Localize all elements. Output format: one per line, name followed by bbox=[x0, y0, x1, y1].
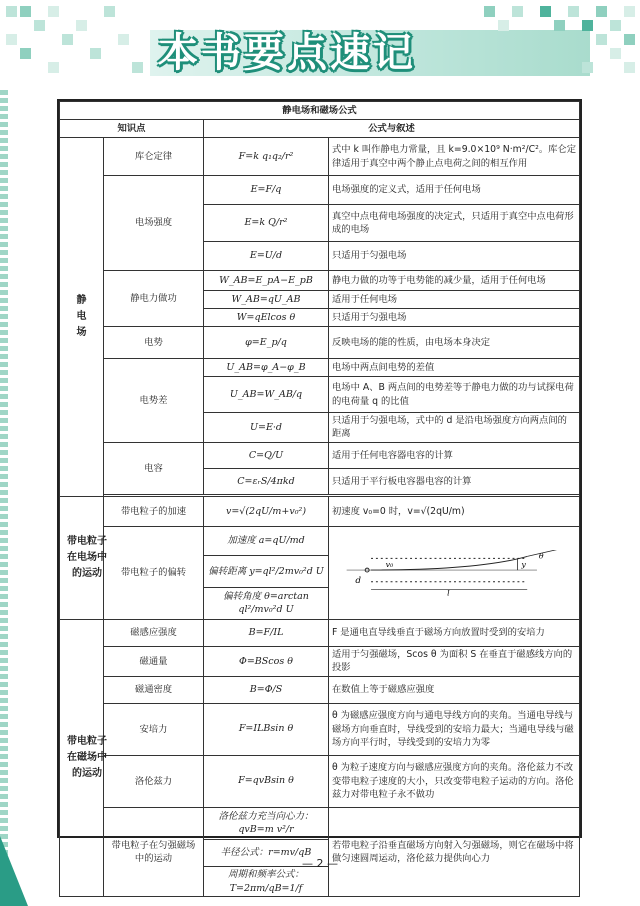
formula-field-point: E=k Q/r² bbox=[204, 205, 329, 242]
formula-period: 周期和频率公式：T=2πm/qB=1/f bbox=[204, 866, 329, 897]
formula-flux: Φ=BScos θ bbox=[204, 646, 329, 676]
table-caption: 静电场和磁场公式 bbox=[60, 102, 580, 120]
formula-work-2: W_AB=qU_AB bbox=[204, 291, 329, 309]
topic-potential-diff: 电势差 bbox=[104, 359, 204, 443]
desc-pd-1: 电场中两点间电势的差值 bbox=[329, 359, 580, 377]
topic-flux-density: 磁通密度 bbox=[104, 676, 204, 703]
topic-work: 静电力做功 bbox=[104, 271, 204, 327]
desc-field-def: 电场强度的定义式，适用于任何电场 bbox=[329, 176, 580, 205]
formula-pd-2: U_AB=W_AB/q bbox=[204, 377, 329, 413]
desc-field-point: 真空中点电荷电场强度的决定式，只适用于真空中点电荷形成的电场 bbox=[329, 205, 580, 242]
desc-work-2: 适用于任何电场 bbox=[329, 291, 580, 309]
desc-cap-1: 适用于任何电容器电容的计算 bbox=[329, 442, 580, 468]
formula-defl-theta: 偏转角度 θ=arctan ql²/mv₀²d U bbox=[204, 587, 329, 619]
section-particle-electric: 带电粒子在电场中的运动 bbox=[60, 496, 104, 619]
page-number: — 2 — bbox=[302, 857, 338, 870]
desc-cap-2: 只适用于平行板电容器电容的计算 bbox=[329, 468, 580, 494]
deflection-diagram bbox=[332, 550, 576, 596]
topic-circular-motion: 带电粒子在匀强磁场中的运动 bbox=[104, 807, 204, 897]
formula-b-field: B=F/IL bbox=[204, 619, 329, 646]
formula-cap-1: C=Q/U bbox=[204, 442, 329, 468]
topic-lorentz: 洛伦兹力 bbox=[104, 755, 204, 807]
desc-ampere: θ 为磁感应强度方向与通电导线方向的夹角。当通电导线与磁场方向垂直时，导线受到的安培力最大；当通电导线与磁场方向平行时，导线受到的安培力为零 bbox=[329, 703, 580, 755]
topic-potential: 电势 bbox=[104, 327, 204, 359]
formula-cap-2: C=εᵣS/4πkd bbox=[204, 468, 329, 494]
desc-field-uniform: 只适用于匀强电场 bbox=[329, 242, 580, 271]
header-knowledge: 知识点 bbox=[60, 120, 204, 138]
topic-acceleration: 带电粒子的加速 bbox=[104, 496, 204, 526]
formula-coulomb: F=k q₁q₂/r² bbox=[204, 138, 329, 176]
topic-deflection: 带电粒子的偏转 bbox=[104, 526, 204, 619]
corner-decoration bbox=[0, 836, 28, 906]
topic-b-field: 磁感应强度 bbox=[104, 619, 204, 646]
desc-flux-density: 在数值上等于磁感应强度 bbox=[329, 676, 580, 703]
formula-work-3: W=qElcos θ bbox=[204, 309, 329, 327]
section-particle-magnetic: 带电粒子在磁场中的运动 bbox=[60, 619, 104, 896]
label-theta: θ bbox=[538, 551, 544, 561]
desc-pd-2: 电场中 A、B 两点间的电势差等于静电力做的功与试探电荷的电荷量 q 的比值 bbox=[329, 377, 580, 413]
formula-acceleration: v=√(2qU/m+v₀²) bbox=[204, 496, 329, 526]
formula-flux-density: B=Φ/S bbox=[204, 676, 329, 703]
formula-pd-3: U=E·d bbox=[204, 413, 329, 443]
desc-acceleration: 初速度 v₀=0 时，v=√(2qU/m) bbox=[329, 496, 580, 526]
formula-defl-y: 偏转距离 y=ql²/2mv₀²d U bbox=[204, 555, 329, 587]
topic-ampere: 安培力 bbox=[104, 703, 204, 755]
page-title: 本书要点速记 bbox=[158, 30, 416, 76]
formula-field-uniform: E=U/d bbox=[204, 242, 329, 271]
formula-ampere: F=ILBsin θ bbox=[204, 703, 329, 755]
section-electrostatic: 静电场 bbox=[60, 138, 104, 497]
formula-radius: 半径公式：r=mv/qB bbox=[204, 839, 329, 866]
label-l: l bbox=[447, 588, 450, 596]
deflection-diagram-cell bbox=[329, 526, 580, 619]
desc-circular-motion: 若带电粒子沿垂直磁场方向射入匀强磁场，则它在磁场中将做匀速圆周运动，洛伦兹力提供向心力 bbox=[329, 807, 580, 897]
formula-centripetal: 洛伦兹力充当向心力：qvB=m v²/r bbox=[204, 807, 329, 839]
desc-work-1: 静电力做的功等于电势能的减少量，适用于任何电场 bbox=[329, 271, 580, 291]
desc-potential: 反映电场的能的性质，由电场本身决定 bbox=[329, 327, 580, 359]
formula-field-def: E=F/q bbox=[204, 176, 329, 205]
label-y: y bbox=[521, 560, 526, 570]
exit-direction bbox=[527, 550, 561, 556]
label-d: d bbox=[355, 575, 362, 586]
page-header bbox=[0, 0, 640, 90]
formula-work-1: W_AB=E_pA−E_pB bbox=[204, 271, 329, 291]
formula-pd-1: U_AB=φ_A−φ_B bbox=[204, 359, 329, 377]
formula-defl-a: 加速度 a=qU/md bbox=[204, 526, 329, 555]
left-stripe bbox=[0, 90, 8, 906]
desc-coulomb: 式中 k 叫作静电力常量，且 k=9.0×10⁹ N·m²/C²。库仑定律适用于真空中两个静止点电荷之间的相互作用 bbox=[329, 138, 580, 176]
label-v0: v₀ bbox=[385, 560, 394, 570]
formula-potential: φ=E_p/q bbox=[204, 327, 329, 359]
header-formula: 公式与叙述 bbox=[204, 120, 580, 138]
topic-field-strength: 电场强度 bbox=[104, 176, 204, 271]
topic-flux: 磁通量 bbox=[104, 646, 204, 676]
desc-flux: 适用于匀强磁场，Scos θ 为面积 S 在垂直于磁感线方向的投影 bbox=[329, 646, 580, 676]
topic-coulomb: 库仑定律 bbox=[104, 138, 204, 176]
formula-lorentz: F=qvBsin θ bbox=[204, 755, 329, 807]
desc-work-3: 只适用于匀强电场 bbox=[329, 309, 580, 327]
formula-table bbox=[57, 99, 582, 894]
topic-capacitance: 电容 bbox=[104, 442, 204, 494]
deflection-svg bbox=[332, 550, 576, 596]
desc-b-field: F 是通电直导线垂直于磁场方向放置时受到的安培力 bbox=[329, 619, 580, 646]
desc-lorentz: θ 为粒子速度方向与磁感应强度方向的夹角。洛伦兹力不改变带电粒子速度的大小，只改变带电粒子运动的方向。洛伦兹力对带电粒子永不做功 bbox=[329, 755, 580, 807]
desc-pd-3: 只适用于匀强电场，式中的 d 是沿电场强度方向两点间的距离 bbox=[329, 413, 580, 443]
